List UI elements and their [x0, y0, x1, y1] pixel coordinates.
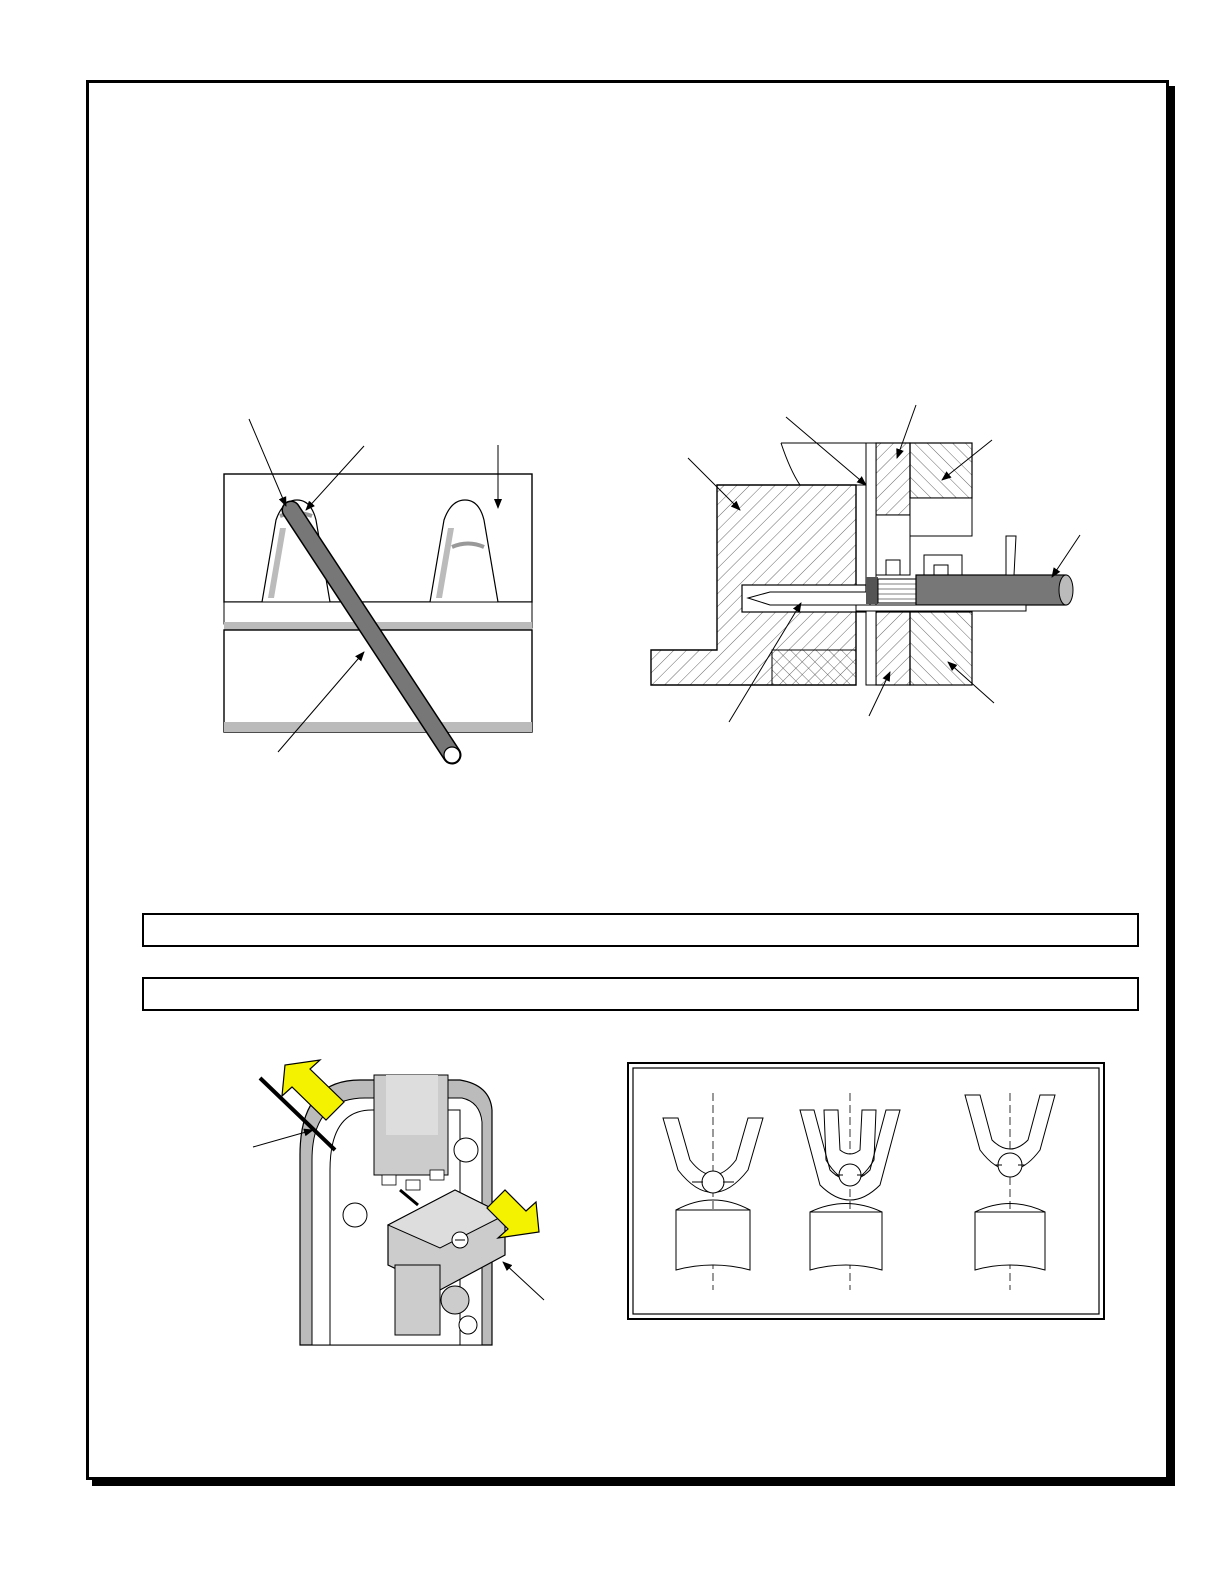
figure-die-with-rod [224, 419, 532, 763]
figure-crimp-cross-section [651, 405, 1080, 722]
figure-crimp-positions [628, 1063, 1104, 1319]
figure-tool-head [253, 1060, 544, 1345]
